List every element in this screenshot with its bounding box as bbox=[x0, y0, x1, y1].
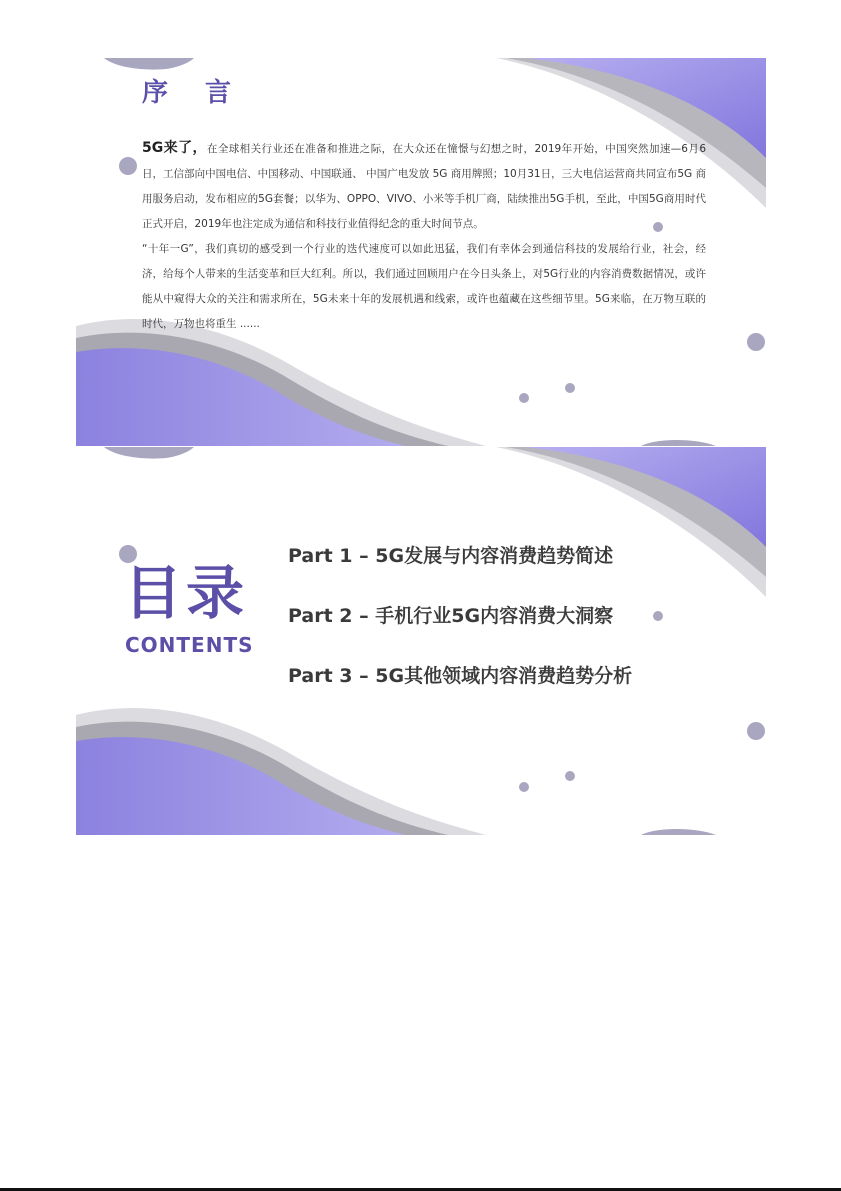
preface-title: 序 言 bbox=[142, 78, 246, 108]
preface-paragraph-1-text: 在全球相关行业还在准备和推进之际，在大众还在憧憬与幻想之时，2019年开始，中国突然加速—6月6日，工信部向中国电信、中国移动、中国联通、 中国广电发放 5G 商用牌照；10月31日，三大电信运营商共同宣布5G 商用服务启动，发布相应的5G套餐；以华为、OPPO、VIVO、小米等手机厂商，陆续推出5G手机，至此，中国5G商用时代正式开启，2019年也注定成为通信和科技行业值得纪念的重大时间节点。 bbox=[142, 143, 707, 230]
preface-paragraph-2: “十年一G”，我们真切的感受到一个行业的迭代速度可以如此迅猛，我们有幸体会到通信科技的发展给行业，社会，经济，给每个人带来的生活变革和巨大红利。所以，我们通过回顾用户在今日头条上，对5G行业的内容消费数据情况，或许能从中窥得大众的关注和需求所在，5G未来十年的发展机遇和线索，或许也蕴藏在这些细节里。5G来临，在万物互联的时代，万物也将重生 ...... bbox=[142, 243, 706, 330]
contents-title: 目录 bbox=[124, 559, 249, 627]
preface-body bbox=[142, 136, 706, 337]
contents-item-part-1[interactable]: Part 1 – 5G发展与内容消费趋势简述 bbox=[288, 545, 614, 567]
contents-item-part-3[interactable]: Part 3 – 5G其他领域内容消费趋势分析 bbox=[288, 665, 633, 687]
contents-slide bbox=[76, 447, 766, 835]
contents-list bbox=[288, 543, 632, 723]
preface-paragraph-1 bbox=[142, 136, 706, 237]
contents-subtitle: CONTENTS bbox=[125, 633, 254, 657]
preface-lead: 5G来了， bbox=[142, 140, 207, 156]
preface-slide bbox=[76, 58, 766, 446]
contents-item-part-2[interactable]: Part 2 – 手机行业5G内容消费大洞察 bbox=[288, 605, 614, 627]
